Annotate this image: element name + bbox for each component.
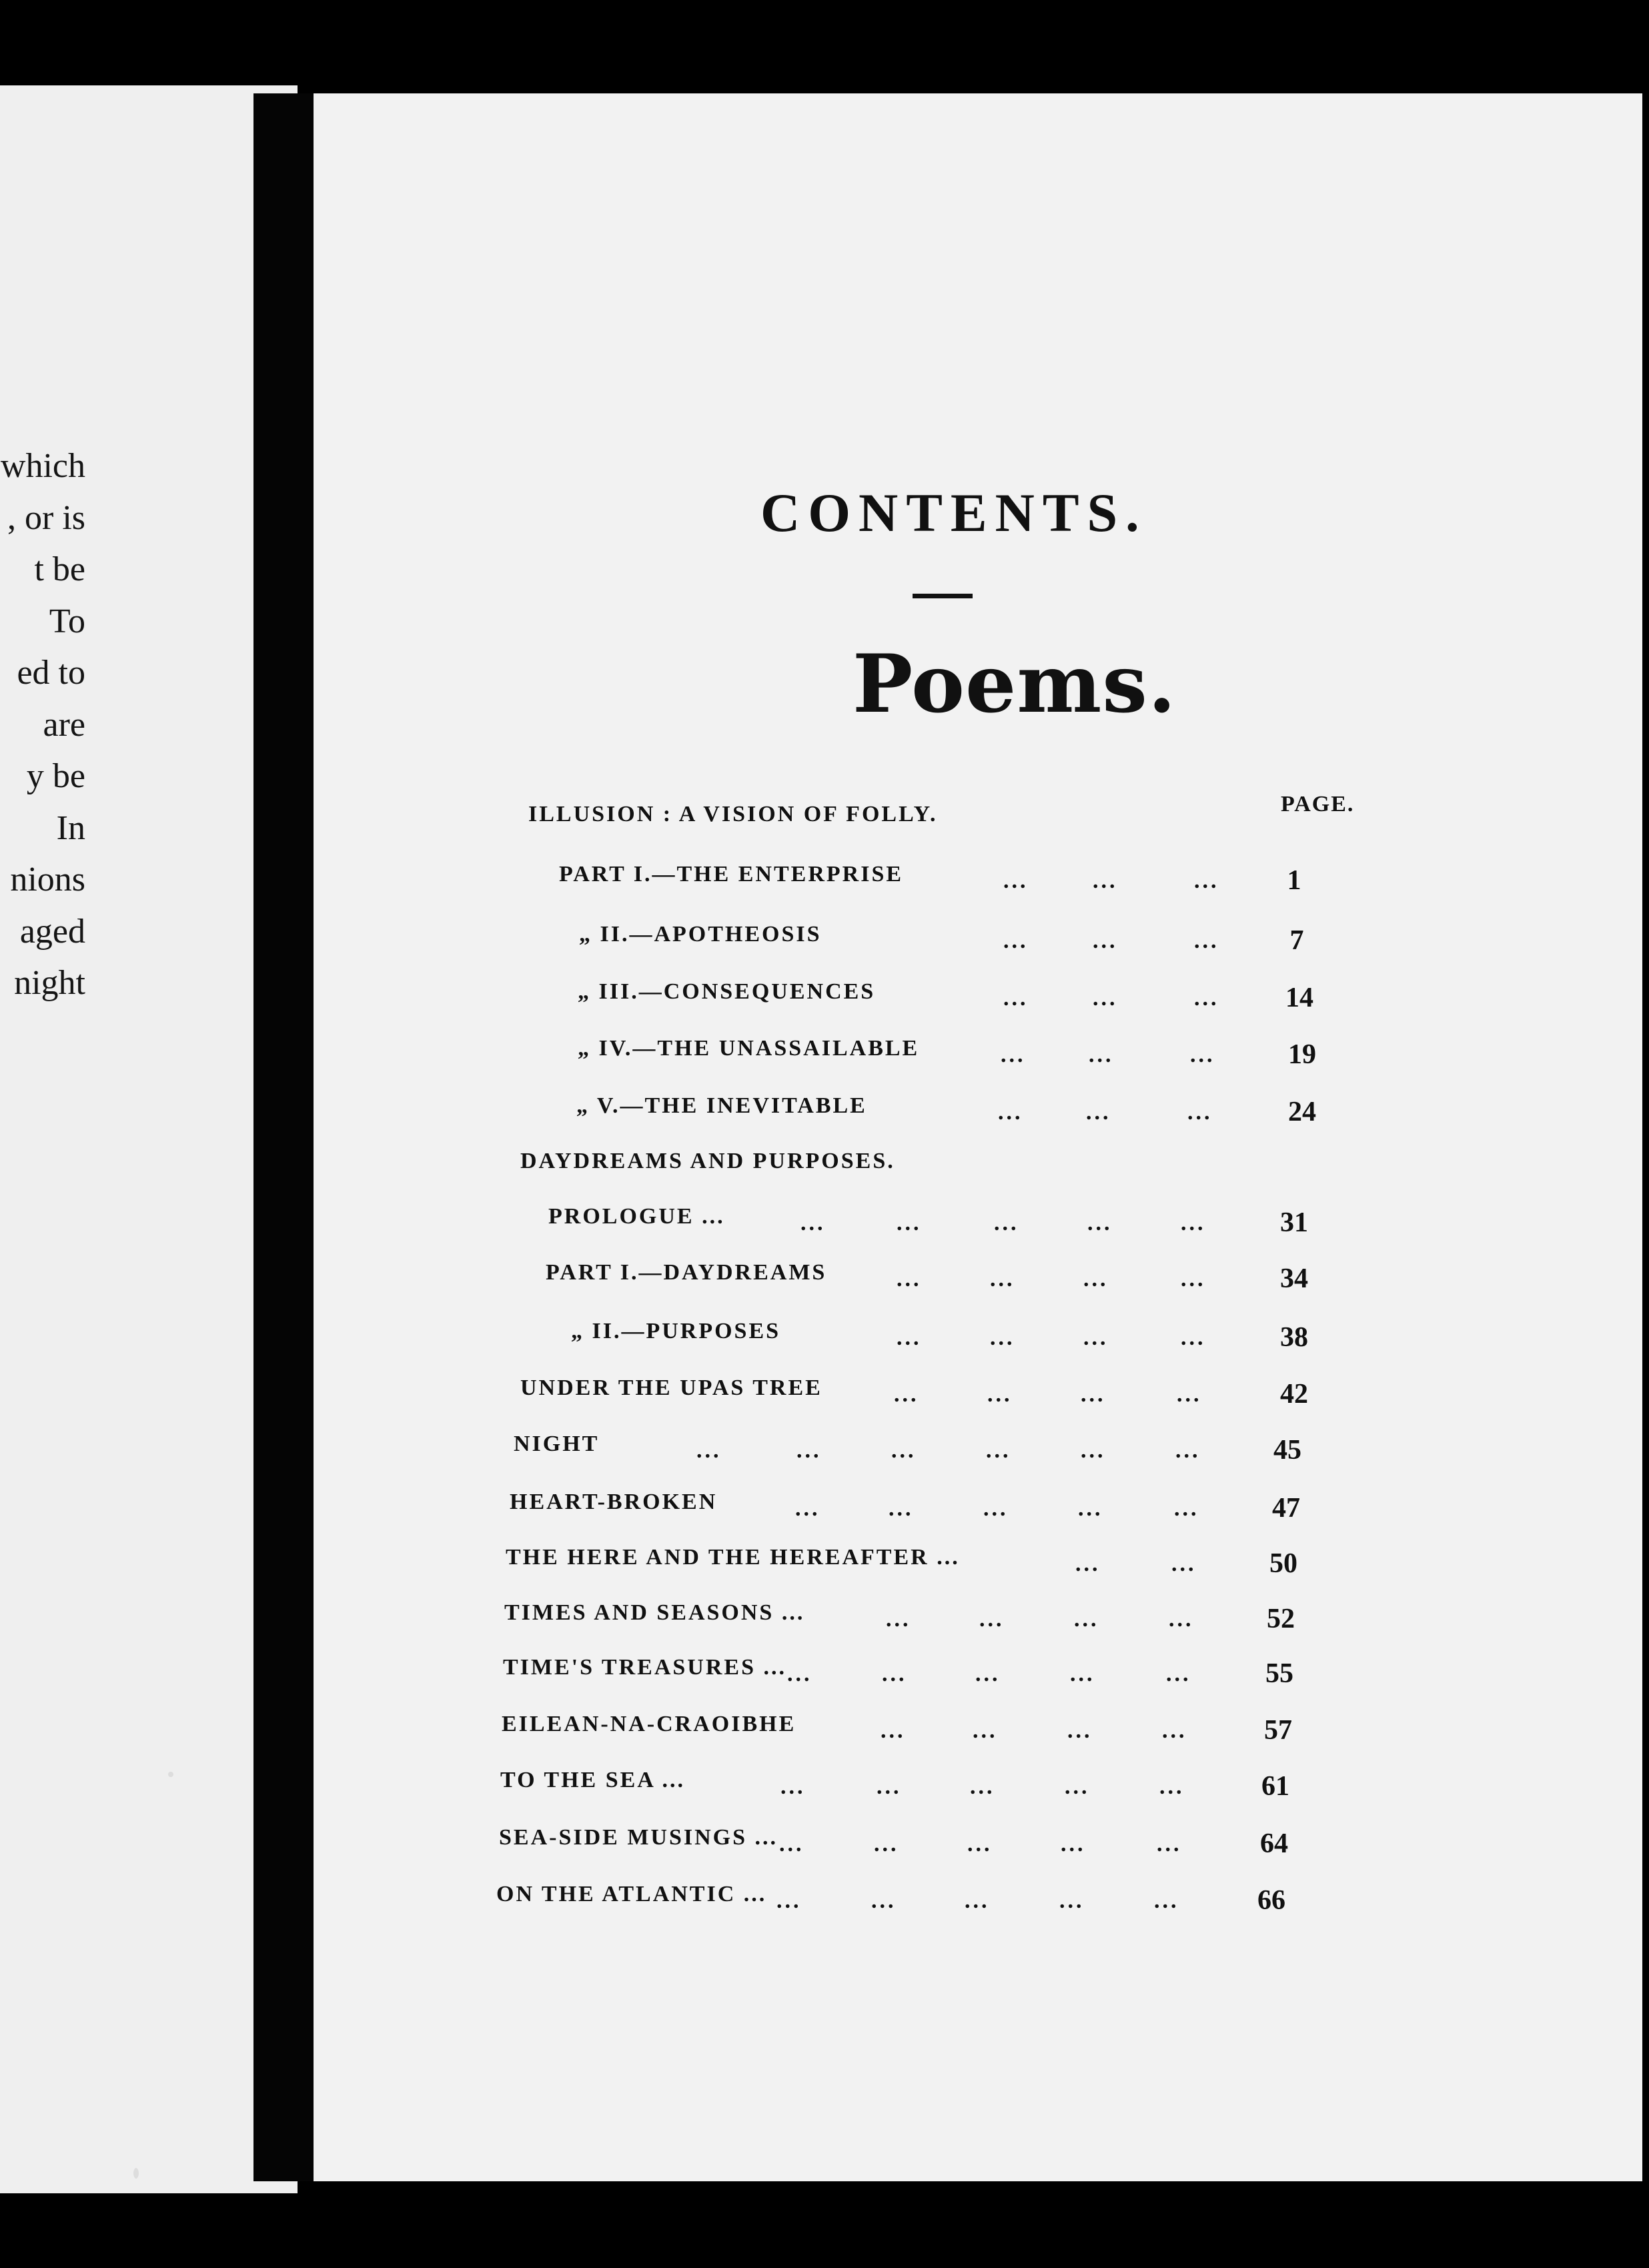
toc-entry[interactable] bbox=[0, 1490, 1649, 1536]
dot-leader: ... bbox=[1181, 1211, 1206, 1235]
toc-page-number: 61 bbox=[1261, 1771, 1289, 1802]
dot-leader: ... bbox=[1093, 986, 1118, 1011]
toc-page-number: 19 bbox=[1288, 1039, 1316, 1070]
left-page-line: t be bbox=[34, 550, 85, 588]
toc-page-number: 7 bbox=[1289, 925, 1304, 956]
toc-entry[interactable] bbox=[0, 1319, 1649, 1365]
toc-page-number: 57 bbox=[1264, 1715, 1292, 1746]
dot-leader: ... bbox=[986, 1438, 1011, 1463]
dot-leader: ... bbox=[894, 1382, 919, 1407]
dot-leader: ... bbox=[1157, 1832, 1182, 1856]
dot-leader: ... bbox=[877, 1774, 902, 1799]
dot-leader: ... bbox=[1001, 1043, 1026, 1067]
left-page-line: y be bbox=[26, 757, 85, 795]
dot-leader: ... bbox=[990, 1325, 1015, 1350]
dot-leader: ... bbox=[1093, 869, 1118, 893]
dot-leader: ... bbox=[1177, 1382, 1202, 1407]
toc-page-number: 66 bbox=[1257, 1885, 1285, 1916]
toc-entry[interactable] bbox=[0, 1432, 1649, 1478]
toc-entry-title: DAYDREAMS AND PURPOSES. bbox=[520, 1149, 895, 1173]
toc-entry[interactable] bbox=[0, 1545, 1649, 1592]
toc-entry-title: TIMES AND SEASONS ... bbox=[504, 1600, 805, 1625]
dot-leader: ... bbox=[897, 1325, 922, 1350]
dot-leader: ... bbox=[776, 1888, 802, 1913]
dot-leader: ... bbox=[1083, 1325, 1109, 1350]
dot-leader: ... bbox=[1159, 1774, 1185, 1799]
toc-entry-title: „ II.—PURPOSES bbox=[571, 1319, 781, 1343]
left-page-line: aged bbox=[19, 913, 85, 951]
toc-entry[interactable] bbox=[0, 1600, 1649, 1647]
dot-leader: ... bbox=[1061, 1832, 1086, 1856]
dot-leader: ... bbox=[779, 1832, 804, 1856]
dot-leader: ... bbox=[970, 1774, 995, 1799]
left-page-line: In bbox=[56, 809, 85, 847]
dot-leader: ... bbox=[1187, 1100, 1213, 1125]
dot-leader: ... bbox=[886, 1607, 911, 1632]
toc-entry[interactable] bbox=[0, 1882, 1649, 1928]
toc-page-number: 34 bbox=[1280, 1263, 1308, 1294]
dot-leader: ... bbox=[1175, 1438, 1201, 1463]
dot-leader: ... bbox=[1086, 1100, 1111, 1125]
dot-leader: ... bbox=[891, 1438, 917, 1463]
dot-leader: ... bbox=[1059, 1888, 1085, 1913]
dot-leader: ... bbox=[1162, 1718, 1187, 1743]
toc-entry[interactable] bbox=[0, 802, 1649, 848]
left-page-line: , or is bbox=[7, 499, 85, 537]
toc-entry-title: UNDER THE UPAS TREE bbox=[520, 1375, 822, 1400]
dot-leader: ... bbox=[1093, 929, 1118, 953]
toc-entry[interactable] bbox=[0, 1093, 1649, 1140]
toc-page-number: 31 bbox=[1280, 1207, 1308, 1238]
dot-leader: ... bbox=[979, 1607, 1005, 1632]
dot-leader: ... bbox=[975, 1662, 1001, 1686]
dot-leader: ... bbox=[780, 1774, 806, 1799]
dot-leader: ... bbox=[1089, 1043, 1114, 1067]
toc-entry[interactable] bbox=[0, 1768, 1649, 1814]
left-page-line: ed to bbox=[17, 654, 85, 692]
toc-entry-title: EILEAN-NA-CRAOIBHE bbox=[502, 1712, 796, 1736]
dot-leader: ... bbox=[1081, 1382, 1106, 1407]
dot-leader: ... bbox=[1003, 929, 1029, 953]
toc-entry[interactable] bbox=[0, 1712, 1649, 1758]
toc-page-number: 50 bbox=[1269, 1548, 1297, 1579]
dot-leader: ... bbox=[1194, 929, 1219, 953]
toc-entry-title: „ IV.—THE UNASSAILABLE bbox=[578, 1036, 920, 1061]
toc-entry[interactable] bbox=[0, 1260, 1649, 1307]
dot-leader: ... bbox=[800, 1211, 826, 1235]
toc-entry-title: TIME'S TREASURES ... bbox=[503, 1655, 786, 1680]
toc-entry-title: ON THE ATLANTIC ... bbox=[496, 1882, 767, 1906]
toc-entry[interactable] bbox=[0, 922, 1649, 969]
dot-leader: ... bbox=[973, 1718, 998, 1743]
dot-leader: ... bbox=[998, 1100, 1023, 1125]
toc-entry-title: ILLUSION : A VISION OF FOLLY. bbox=[528, 802, 938, 826]
toc-entry[interactable] bbox=[0, 1036, 1649, 1083]
toc-page-number: 64 bbox=[1260, 1828, 1288, 1859]
toc-entry[interactable] bbox=[0, 1149, 1649, 1195]
toc-entry-title: THE HERE AND THE HEREAFTER ... bbox=[506, 1545, 960, 1570]
dot-leader: ... bbox=[994, 1211, 1019, 1235]
toc-entry-title: PART I.—THE ENTERPRISE bbox=[559, 862, 904, 887]
toc-page-number: 42 bbox=[1280, 1379, 1308, 1409]
toc-entry-title: TO THE SEA ... bbox=[500, 1768, 685, 1792]
left-page-line: are bbox=[43, 706, 85, 744]
dot-leader: ... bbox=[1087, 1211, 1113, 1235]
dot-leader: ... bbox=[1174, 1496, 1199, 1521]
toc-entry-title: PROLOGUE ... bbox=[548, 1204, 725, 1229]
title-divider bbox=[913, 594, 973, 598]
toc-entry[interactable] bbox=[0, 979, 1649, 1026]
dot-leader: ... bbox=[897, 1267, 922, 1291]
poems-heading: Poems. bbox=[853, 637, 1177, 731]
dot-leader: ... bbox=[1075, 1552, 1101, 1576]
toc-page-number: 52 bbox=[1267, 1604, 1295, 1634]
dot-leader: ... bbox=[983, 1496, 1009, 1521]
dot-leader: ... bbox=[967, 1832, 993, 1856]
toc-entry-title: PART I.—DAYDREAMS bbox=[546, 1260, 827, 1285]
toc-entry-title: SEA-SIDE MUSINGS ... bbox=[499, 1825, 778, 1850]
toc-entry[interactable] bbox=[0, 1204, 1649, 1251]
dot-leader: ... bbox=[1171, 1552, 1197, 1576]
dot-leader: ... bbox=[796, 1438, 822, 1463]
dot-leader: ... bbox=[1083, 1267, 1109, 1291]
dot-leader: ... bbox=[1003, 986, 1029, 1011]
scan-speck bbox=[168, 1772, 173, 1777]
dot-leader: ... bbox=[1169, 1607, 1194, 1632]
dot-leader: ... bbox=[1070, 1662, 1095, 1686]
left-page-line: night bbox=[14, 964, 85, 1002]
dot-leader: ... bbox=[1190, 1043, 1215, 1067]
dot-leader: ... bbox=[889, 1496, 914, 1521]
toc-page-number: 38 bbox=[1280, 1322, 1308, 1353]
dot-leader: ... bbox=[795, 1496, 820, 1521]
dot-leader: ... bbox=[1074, 1607, 1099, 1632]
dot-leader: ... bbox=[871, 1888, 897, 1913]
dot-leader: ... bbox=[787, 1662, 812, 1686]
toc-page-number: 14 bbox=[1285, 983, 1313, 1013]
toc-entry[interactable] bbox=[0, 1655, 1649, 1702]
dot-leader: ... bbox=[1078, 1496, 1103, 1521]
toc-entry-title: HEART-BROKEN bbox=[510, 1490, 718, 1514]
dot-leader: ... bbox=[1003, 869, 1029, 893]
dot-leader: ... bbox=[1194, 986, 1219, 1011]
toc-entry-title: „ III.—CONSEQUENCES bbox=[578, 979, 876, 1004]
toc-page-number: 55 bbox=[1265, 1658, 1293, 1689]
toc-page-number: 24 bbox=[1288, 1097, 1316, 1127]
dot-leader: ... bbox=[874, 1832, 899, 1856]
dot-leader: ... bbox=[1154, 1888, 1179, 1913]
left-page-line: nions bbox=[10, 861, 85, 899]
toc-entry[interactable] bbox=[0, 1825, 1649, 1872]
scan-speck bbox=[133, 2168, 139, 2179]
left-page-line: which bbox=[0, 447, 85, 485]
toc-entry[interactable] bbox=[0, 862, 1649, 909]
dot-leader: ... bbox=[1065, 1774, 1090, 1799]
toc-entry-title: „ V.—THE INEVITABLE bbox=[576, 1093, 867, 1118]
toc-page-number: 1 bbox=[1287, 865, 1301, 896]
dot-leader: ... bbox=[881, 1718, 906, 1743]
dot-leader: ... bbox=[696, 1438, 722, 1463]
toc-entry-title: „ II.—APOTHEOSIS bbox=[579, 922, 822, 947]
dot-leader: ... bbox=[1181, 1325, 1206, 1350]
page-column-heading: PAGE. bbox=[1281, 792, 1355, 816]
dot-leader: ... bbox=[1181, 1267, 1206, 1291]
dot-leader: ... bbox=[1166, 1662, 1191, 1686]
dot-leader: ... bbox=[965, 1888, 990, 1913]
dot-leader: ... bbox=[1194, 869, 1219, 893]
toc-entry-title: NIGHT bbox=[514, 1432, 600, 1456]
dot-leader: ... bbox=[990, 1267, 1015, 1291]
dot-leader: ... bbox=[1081, 1438, 1106, 1463]
contents-title: CONTENTS. bbox=[760, 482, 1147, 543]
toc-entry[interactable] bbox=[0, 1375, 1649, 1422]
dot-leader: ... bbox=[1067, 1718, 1093, 1743]
dot-leader: ... bbox=[882, 1662, 907, 1686]
dot-leader: ... bbox=[897, 1211, 922, 1235]
toc-page-number: 45 bbox=[1273, 1435, 1301, 1466]
dot-leader: ... bbox=[987, 1382, 1013, 1407]
left-page-line: To bbox=[49, 602, 85, 640]
toc-page-number: 47 bbox=[1272, 1493, 1300, 1524]
